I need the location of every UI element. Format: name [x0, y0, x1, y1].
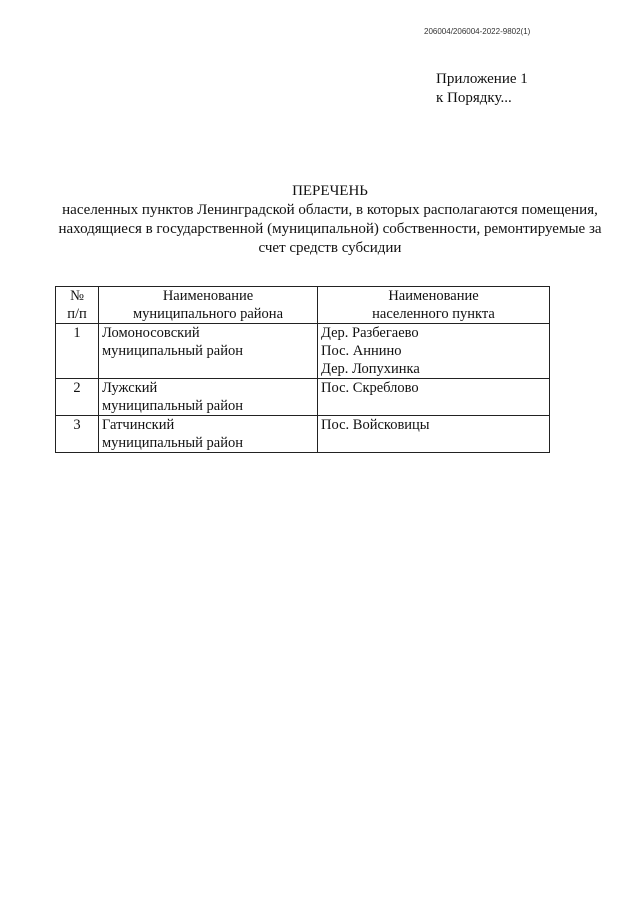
locality-cell [318, 379, 550, 416]
heading-line-1: населенных пунктов Ленинградской области, в которых располагаются помещения, [62, 202, 598, 218]
header-locality-line-2: населенного пункта [372, 306, 495, 322]
document-heading [40, 182, 620, 258]
district-name: Гатчинский [102, 417, 175, 433]
locality-name: Пос. Скреблово [321, 380, 419, 396]
table-row [56, 379, 550, 416]
district-cell [99, 324, 318, 379]
header-number-line-2: п/п [67, 306, 87, 322]
row-number: 3 [56, 416, 99, 453]
document-id: 206004/206004-2022-9802(1) [424, 27, 531, 36]
header-number [56, 287, 99, 324]
header-locality-line-1: Наименование [388, 288, 479, 304]
locality-name: Дер. Разбегаево [321, 325, 419, 341]
district-type: муниципальный район [102, 398, 243, 414]
row-number: 1 [56, 324, 99, 379]
district-type: муниципальный район [102, 435, 243, 451]
district-cell [99, 416, 318, 453]
district-type: муниципальный район [102, 343, 243, 359]
appendix-reference [436, 70, 528, 108]
document-title: ПЕРЕЧЕНЬ [292, 183, 368, 199]
table-row [56, 416, 550, 453]
district-cell [99, 379, 318, 416]
district-name: Ломоносовский [102, 325, 200, 341]
heading-line-2: находящиеся в государственной (муниципальной) собственности, ремонтируемые за [58, 221, 602, 237]
row-number: 2 [56, 379, 99, 416]
table-header-row [56, 287, 550, 324]
localities-table [55, 286, 550, 453]
district-name: Лужский [102, 380, 158, 396]
header-number-line-1: № [70, 288, 84, 304]
header-district [99, 287, 318, 324]
header-district-line-1: Наименование [162, 288, 254, 304]
header-district-line-2: муниципального района [133, 306, 283, 322]
locality-cell [318, 416, 550, 453]
locality-cell [318, 324, 550, 379]
table-row [56, 324, 550, 379]
locality-name: Пос. Аннино [321, 343, 402, 359]
appendix-line-2: к Порядку... [436, 90, 512, 106]
locality-name: Дер. Лопухинка [321, 361, 420, 377]
heading-line-3: счет средств субсидии [258, 240, 402, 256]
header-locality [318, 287, 550, 324]
appendix-line-1: Приложение 1 [436, 71, 528, 87]
locality-name: Пос. Войсковицы [321, 417, 430, 433]
